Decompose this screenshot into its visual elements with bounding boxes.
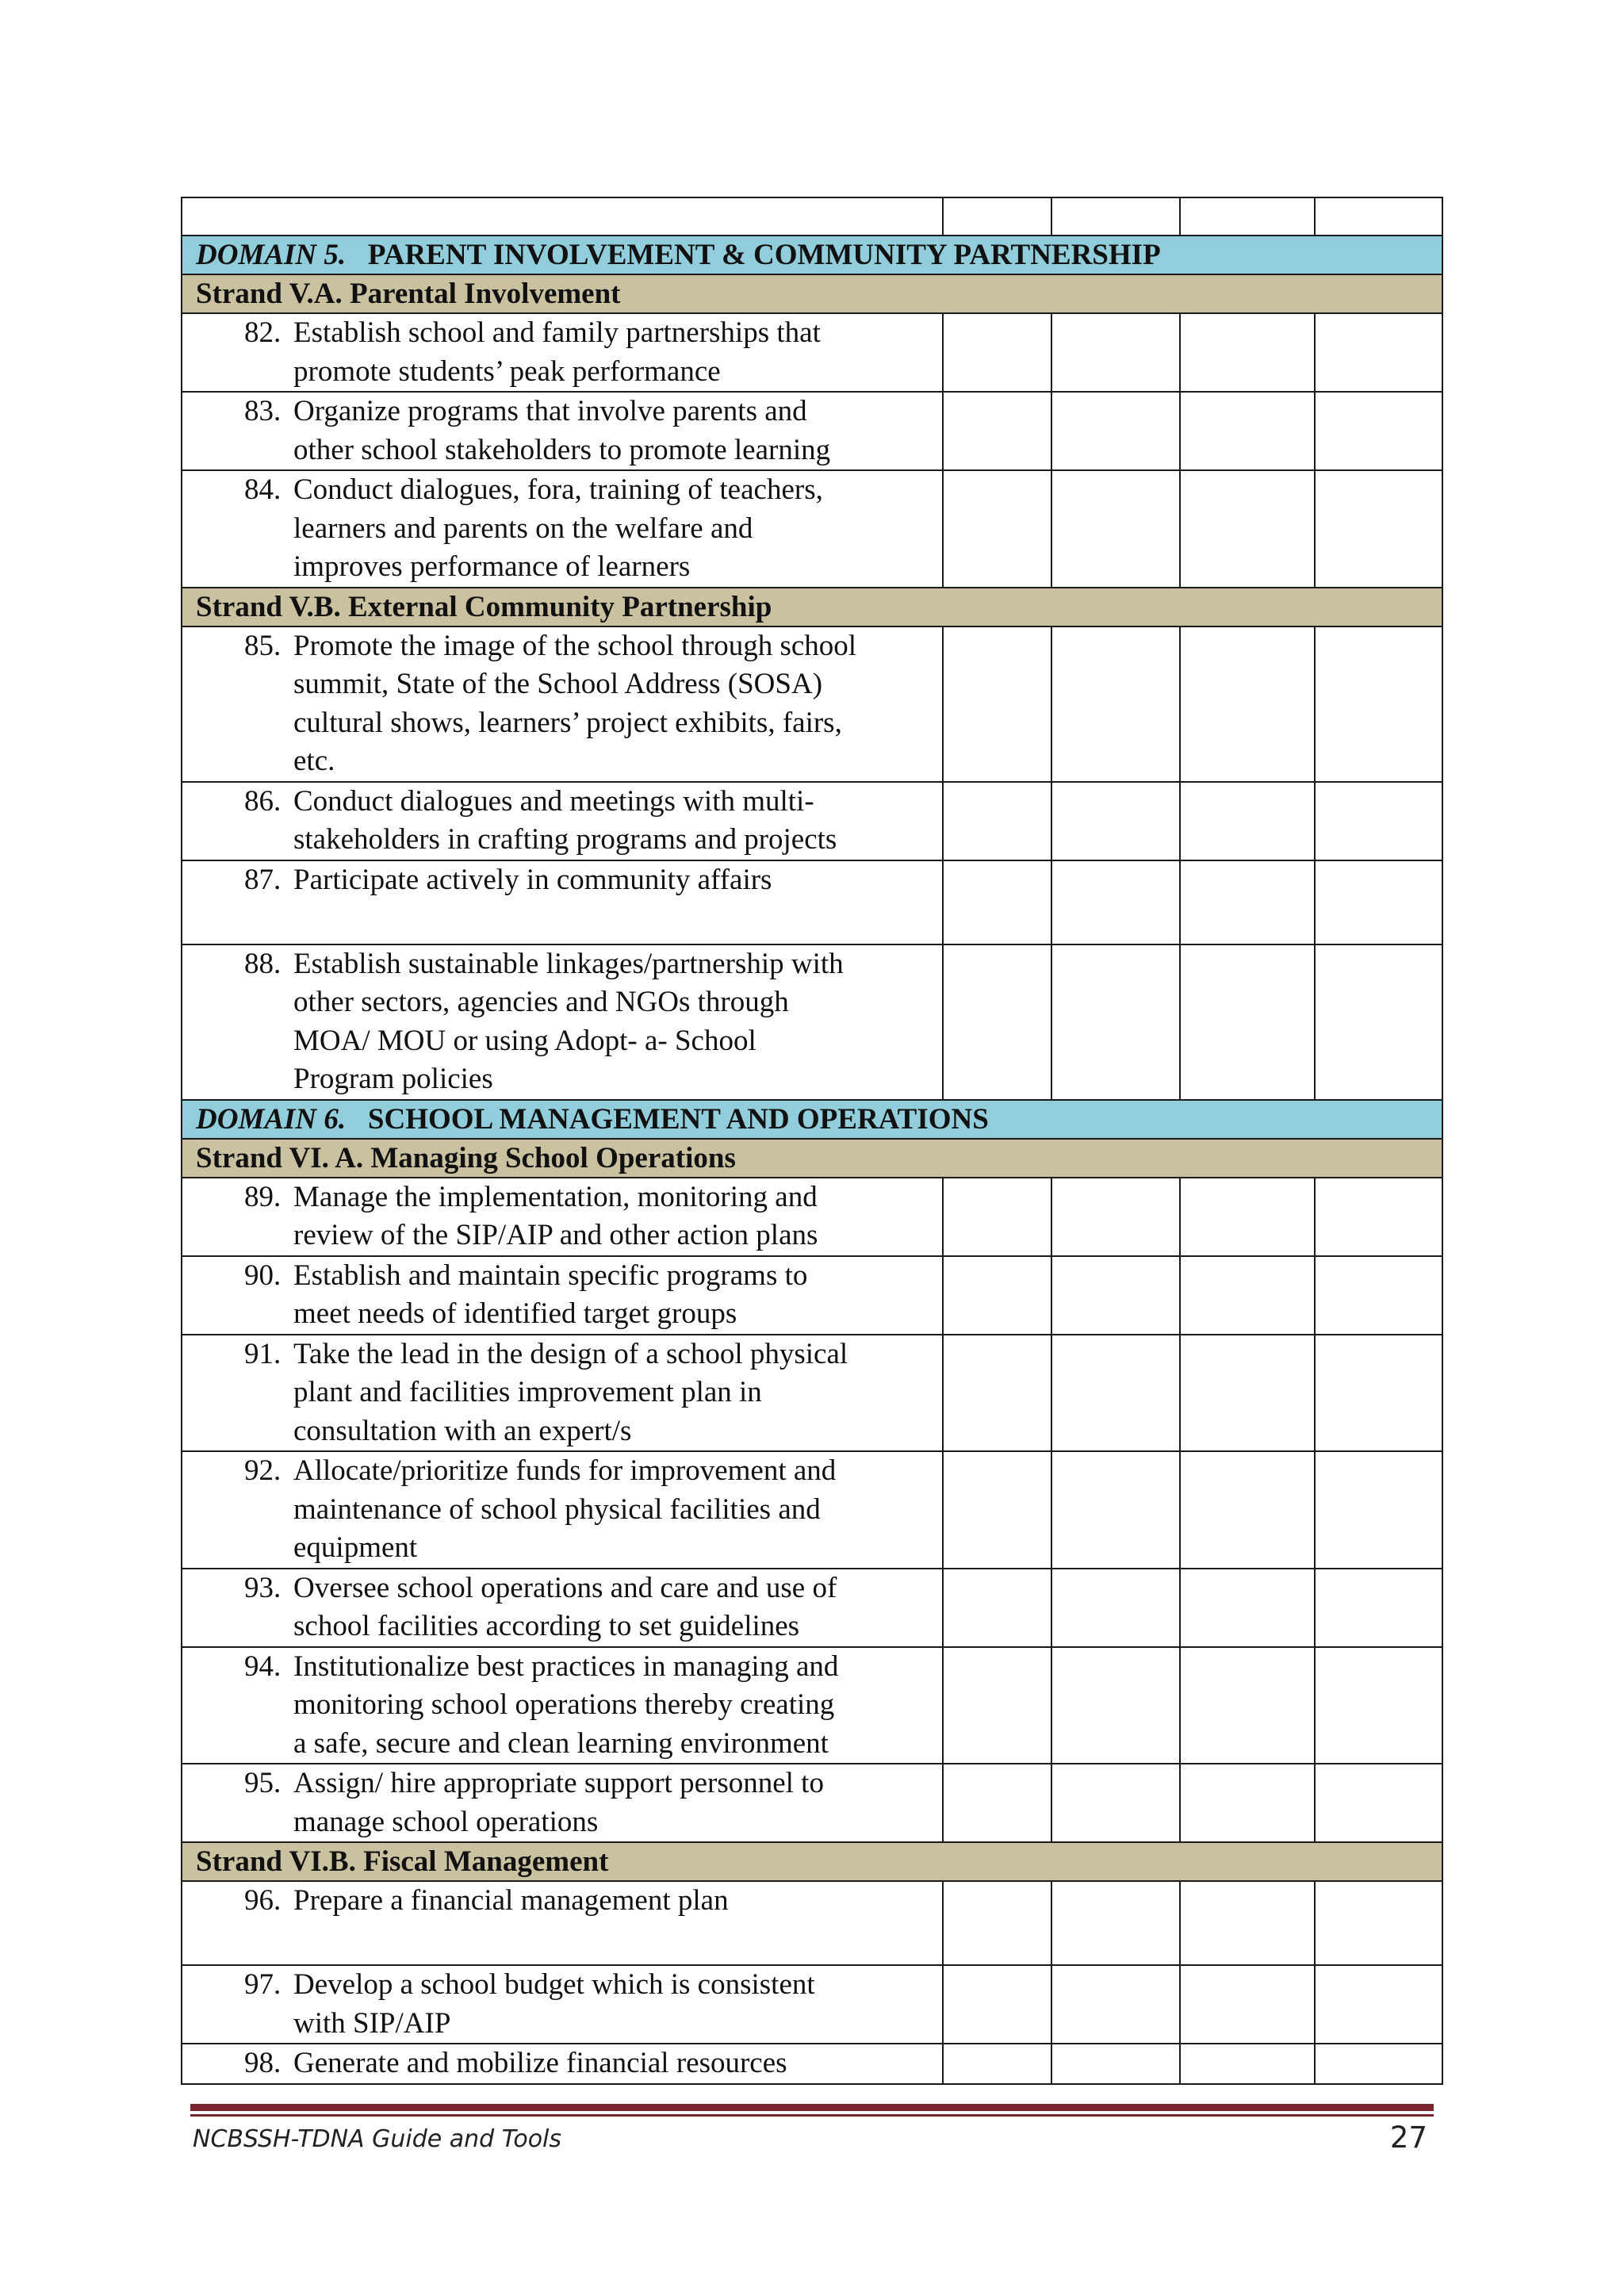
rating-cell-3[interactable] — [1180, 1569, 1315, 1647]
strand-title: Strand VI.B. Fiscal Management — [196, 1845, 609, 1878]
item-line: school facilities according to set guidelines — [293, 1610, 800, 1642]
footer-title: NCBSSH-TDNA Guide and Tools — [193, 2125, 562, 2153]
item-line: other school stakeholders to promote learning — [293, 433, 831, 466]
item-line: Participate actively in community affairs — [293, 863, 772, 896]
rating-cell-3[interactable] — [1180, 470, 1315, 588]
rating-cell-2[interactable] — [1051, 626, 1180, 782]
item-number: 83. — [244, 395, 282, 427]
footer-rule-thin — [190, 2114, 1434, 2117]
rating-cell-3[interactable] — [1180, 1335, 1315, 1452]
competency-text — [182, 393, 942, 469]
competency-row — [182, 1178, 1442, 1256]
rating-cell-2[interactable] — [1051, 1178, 1180, 1256]
rating-cell-4[interactable] — [1315, 860, 1442, 944]
rating-cell-1[interactable] — [943, 1335, 1051, 1452]
item-line: maintenance of school physical facilities and — [293, 1492, 821, 1526]
competency-cell — [182, 626, 943, 782]
item-line: Generate and mobilize financial resources — [293, 2047, 787, 2079]
rating-cell-3[interactable] — [1180, 944, 1315, 1100]
rating-cell-1[interactable] — [943, 626, 1051, 782]
competency-cell — [182, 782, 943, 860]
rating-cell-3[interactable] — [1180, 860, 1315, 944]
item-number: 84. — [244, 473, 282, 506]
strand-cell — [182, 1139, 1442, 1178]
rating-cell-3[interactable] — [1180, 782, 1315, 860]
rating-cell-1[interactable] — [943, 1647, 1051, 1764]
item-number: 98. — [244, 2047, 282, 2079]
rating-cell-1[interactable] — [943, 1451, 1051, 1569]
strand-cell — [182, 588, 1442, 626]
domain-label — [182, 1101, 1442, 1138]
rating-cell-2[interactable] — [1051, 1451, 1180, 1569]
header-cell — [1180, 197, 1315, 236]
item-line: monitoring school operations thereby creating — [293, 1688, 835, 1721]
competency-cell — [182, 470, 943, 588]
competency-cell — [182, 2044, 943, 2084]
competency-cell — [182, 860, 943, 944]
item-line: Establish sustainable linkages/partnership with — [293, 947, 844, 980]
competency-row — [182, 782, 1442, 860]
strand-cell — [182, 1842, 1442, 1881]
header-cell — [1051, 197, 1180, 236]
rating-cell-2[interactable] — [1051, 860, 1180, 944]
competency-cell — [182, 1335, 943, 1452]
competency-text — [182, 314, 942, 391]
rating-cell-1[interactable] — [943, 944, 1051, 1100]
rating-cell-1[interactable] — [943, 860, 1051, 944]
competency-table — [181, 197, 1443, 2085]
item-line: Assign/ hire appropriate support personnel to — [293, 1767, 824, 1799]
rating-cell-3[interactable] — [1180, 1764, 1315, 1842]
competency-row — [182, 1451, 1442, 1569]
competency-text — [182, 1452, 942, 1568]
strand-row — [182, 274, 1442, 313]
strand-title: Strand VI. A. Managing School Operations — [196, 1141, 736, 1174]
competency-row — [182, 1647, 1442, 1764]
competency-row — [182, 944, 1442, 1100]
rating-cell-4[interactable] — [1315, 1569, 1442, 1647]
rating-cell-1[interactable] — [943, 1965, 1051, 2044]
rating-cell-4[interactable] — [1315, 2044, 1442, 2084]
item-line: Establish and maintain specific programs to — [293, 1259, 808, 1292]
competency-text — [182, 1178, 942, 1255]
competency-cell — [182, 1569, 943, 1647]
rating-cell-4[interactable] — [1315, 1256, 1442, 1335]
item-line: consultation with an expert/s — [293, 1414, 632, 1447]
competency-text — [182, 1882, 942, 1964]
competency-text — [182, 945, 942, 1099]
competency-cell — [182, 313, 943, 392]
strand-cell — [182, 274, 1442, 313]
domain-cell — [182, 236, 1442, 274]
item-line: other sectors, agencies and NGOs through — [293, 986, 789, 1018]
competency-row — [182, 1256, 1442, 1335]
rating-cell-4[interactable] — [1315, 313, 1442, 392]
item-number: 94. — [244, 1649, 282, 1683]
strand-row — [182, 588, 1442, 626]
rating-cell-3[interactable] — [1180, 1647, 1315, 1764]
domain-number: DOMAIN 5. — [196, 239, 347, 271]
rating-cell-4[interactable] — [1315, 1965, 1442, 2044]
item-number: 91. — [244, 1337, 282, 1370]
item-line: Take the lead in the design of a school physical — [293, 1337, 848, 1370]
rating-cell-1[interactable] — [943, 1178, 1051, 1256]
strand-title: Strand V.A. Parental Involvement — [196, 278, 621, 310]
domain-title: PARENT INVOLVEMENT & COMMUNITY PARTNERSHIP — [367, 239, 1161, 271]
item-line: with SIP/AIP — [293, 2006, 451, 2040]
competency-row — [182, 392, 1442, 470]
competency-text — [182, 783, 942, 860]
item-line: Oversee school operations and care and use of — [293, 1571, 837, 1604]
item-line: Establish school and family partnerships that — [293, 316, 821, 349]
rating-cell-1[interactable] — [943, 1764, 1051, 1842]
domain-label — [182, 236, 1442, 274]
item-line: etc. — [293, 745, 335, 777]
header-cell — [1315, 197, 1442, 236]
rating-cell-2[interactable] — [1051, 470, 1180, 588]
rating-cell-4[interactable] — [1315, 1881, 1442, 1965]
item-line: a safe, secure and clean learning environment — [293, 1726, 829, 1760]
item-number: 92. — [244, 1454, 282, 1487]
competency-row — [182, 1335, 1442, 1452]
competency-row — [182, 2044, 1442, 2084]
rating-cell-4[interactable] — [1315, 1451, 1442, 1569]
footer-rule — [190, 2104, 1434, 2111]
strand-row — [182, 1139, 1442, 1178]
competency-row — [182, 1965, 1442, 2044]
item-line: plant and facilities improvement plan in — [293, 1376, 762, 1408]
domain-row — [182, 1100, 1442, 1139]
item-line: Promote the image of the school through school — [293, 629, 857, 662]
rating-cell-1[interactable] — [943, 2044, 1051, 2084]
rating-cell-4[interactable] — [1315, 470, 1442, 588]
item-number: 96. — [244, 1884, 282, 1917]
competency-row — [182, 313, 1442, 392]
rating-cell-2[interactable] — [1051, 1881, 1180, 1965]
item-number: 85. — [244, 629, 282, 662]
rating-cell-2[interactable] — [1051, 1647, 1180, 1764]
rating-cell-3[interactable] — [1180, 2044, 1315, 2084]
item-line: improves performance of learners — [293, 550, 691, 583]
item-number: 88. — [244, 947, 282, 980]
competency-text — [182, 861, 942, 944]
rating-cell-2[interactable] — [1051, 1965, 1180, 2044]
item-line: Organize programs that involve parents and — [293, 395, 807, 427]
item-line: Manage the implementation, monitoring and — [293, 1180, 818, 1213]
rating-cell-4[interactable] — [1315, 1335, 1442, 1452]
item-line: summit, State of the School Address (SOSA) — [293, 668, 823, 700]
rating-cell-4[interactable] — [1315, 392, 1442, 470]
item-line: manage school operations — [293, 1805, 599, 1838]
competency-text — [182, 1966, 942, 2043]
page-number: 27 — [1389, 2121, 1427, 2155]
competency-text — [182, 1257, 942, 1334]
competency-text — [182, 627, 942, 781]
item-number: 93. — [244, 1571, 282, 1604]
item-line: Develop a school budget which is consistent — [293, 1968, 815, 2001]
item-number: 86. — [244, 784, 282, 818]
item-number: 87. — [244, 863, 282, 896]
rating-cell-1[interactable] — [943, 1569, 1051, 1647]
rating-cell-1[interactable] — [943, 470, 1051, 588]
rating-cell-1[interactable] — [943, 392, 1051, 470]
item-number: 97. — [244, 1968, 282, 2001]
rating-cell-1[interactable] — [943, 1881, 1051, 1965]
competency-cell — [182, 1256, 943, 1335]
item-line: equipment — [293, 1531, 418, 1564]
rating-cell-3[interactable] — [1180, 1451, 1315, 1569]
table-header-row — [182, 197, 1442, 236]
competency-text — [182, 471, 942, 587]
item-line: stakeholders in crafting programs and projects — [293, 823, 837, 856]
rating-cell-4[interactable] — [1315, 944, 1442, 1100]
competency-cell — [182, 1764, 943, 1842]
competency-text — [182, 1569, 942, 1646]
item-line: Program policies — [293, 1063, 493, 1095]
rating-cell-3[interactable] — [1180, 313, 1315, 392]
item-line: cultural shows, learners’ project exhibits, fairs, — [293, 706, 842, 739]
item-number: 95. — [244, 1767, 282, 1799]
competency-cell — [182, 1965, 943, 2044]
item-number: 82. — [244, 316, 282, 349]
rating-cell-4[interactable] — [1315, 626, 1442, 782]
competency-text — [182, 1648, 942, 1764]
competency-cell — [182, 944, 943, 1100]
item-line: promote students’ peak performance — [293, 354, 721, 388]
domain-title: SCHOOL MANAGEMENT AND OPERATIONS — [367, 1102, 989, 1136]
rating-cell-4[interactable] — [1315, 1764, 1442, 1842]
rating-cell-2[interactable] — [1051, 1256, 1180, 1335]
item-line: Conduct dialogues, fora, training of teachers, — [293, 473, 823, 506]
competency-row — [182, 470, 1442, 588]
rating-cell-2[interactable] — [1051, 1335, 1180, 1452]
rating-cell-2[interactable] — [1051, 1764, 1180, 1842]
item-number: 90. — [244, 1259, 282, 1292]
rating-cell-3[interactable] — [1180, 1965, 1315, 2044]
rating-cell-4[interactable] — [1315, 1647, 1442, 1764]
competency-row — [182, 860, 1442, 944]
competency-text — [182, 1764, 942, 1841]
item-line: MOA/ MOU or using Adopt- a- School — [293, 1024, 756, 1057]
competency-text — [182, 2044, 942, 2083]
strand-title: Strand V.B. External Community Partnership — [196, 590, 772, 623]
item-line: Prepare a financial management plan — [293, 1884, 729, 1917]
rating-cell-3[interactable] — [1180, 1881, 1315, 1965]
item-line: learners and parents on the welfare and — [293, 511, 753, 545]
item-number: 89. — [244, 1180, 282, 1213]
rating-cell-2[interactable] — [1051, 1569, 1180, 1647]
competency-cell — [182, 392, 943, 470]
item-line: Conduct dialogues and meetings with multi- — [293, 784, 814, 818]
competency-cell — [182, 1647, 943, 1764]
item-line: review of the SIP/AIP and other action plans — [293, 1219, 818, 1251]
competency-row — [182, 1764, 1442, 1842]
item-line: Institutionalize best practices in managing and — [293, 1649, 839, 1683]
domain-cell — [182, 1100, 1442, 1139]
item-line: meet needs of identified target groups — [293, 1297, 737, 1330]
competency-row — [182, 626, 1442, 782]
header-cell — [182, 197, 943, 236]
header-cell — [943, 197, 1051, 236]
rating-cell-1[interactable] — [943, 782, 1051, 860]
competency-table-body — [182, 197, 1442, 2084]
rating-cell-2[interactable] — [1051, 944, 1180, 1100]
rating-cell-2[interactable] — [1051, 392, 1180, 470]
rating-cell-1[interactable] — [943, 1256, 1051, 1335]
strand-row — [182, 1842, 1442, 1881]
rating-cell-4[interactable] — [1315, 782, 1442, 860]
domain-row — [182, 236, 1442, 274]
rating-cell-3[interactable] — [1180, 392, 1315, 470]
domain-number: DOMAIN 6. — [196, 1102, 347, 1136]
competency-row — [182, 1881, 1442, 1965]
competency-cell — [182, 1881, 943, 1965]
rating-cell-3[interactable] — [1180, 626, 1315, 782]
rating-cell-1[interactable] — [943, 313, 1051, 392]
rating-cell-2[interactable] — [1051, 782, 1180, 860]
rating-cell-4[interactable] — [1315, 1178, 1442, 1256]
competency-text — [182, 1335, 942, 1451]
competency-cell — [182, 1451, 943, 1569]
rating-cell-2[interactable] — [1051, 313, 1180, 392]
competency-cell — [182, 1178, 943, 1256]
item-line: Allocate/prioritize funds for improvement and — [293, 1454, 837, 1487]
competency-row — [182, 1569, 1442, 1647]
rating-cell-3[interactable] — [1180, 1256, 1315, 1335]
rating-cell-2[interactable] — [1051, 2044, 1180, 2084]
rating-cell-3[interactable] — [1180, 1178, 1315, 1256]
